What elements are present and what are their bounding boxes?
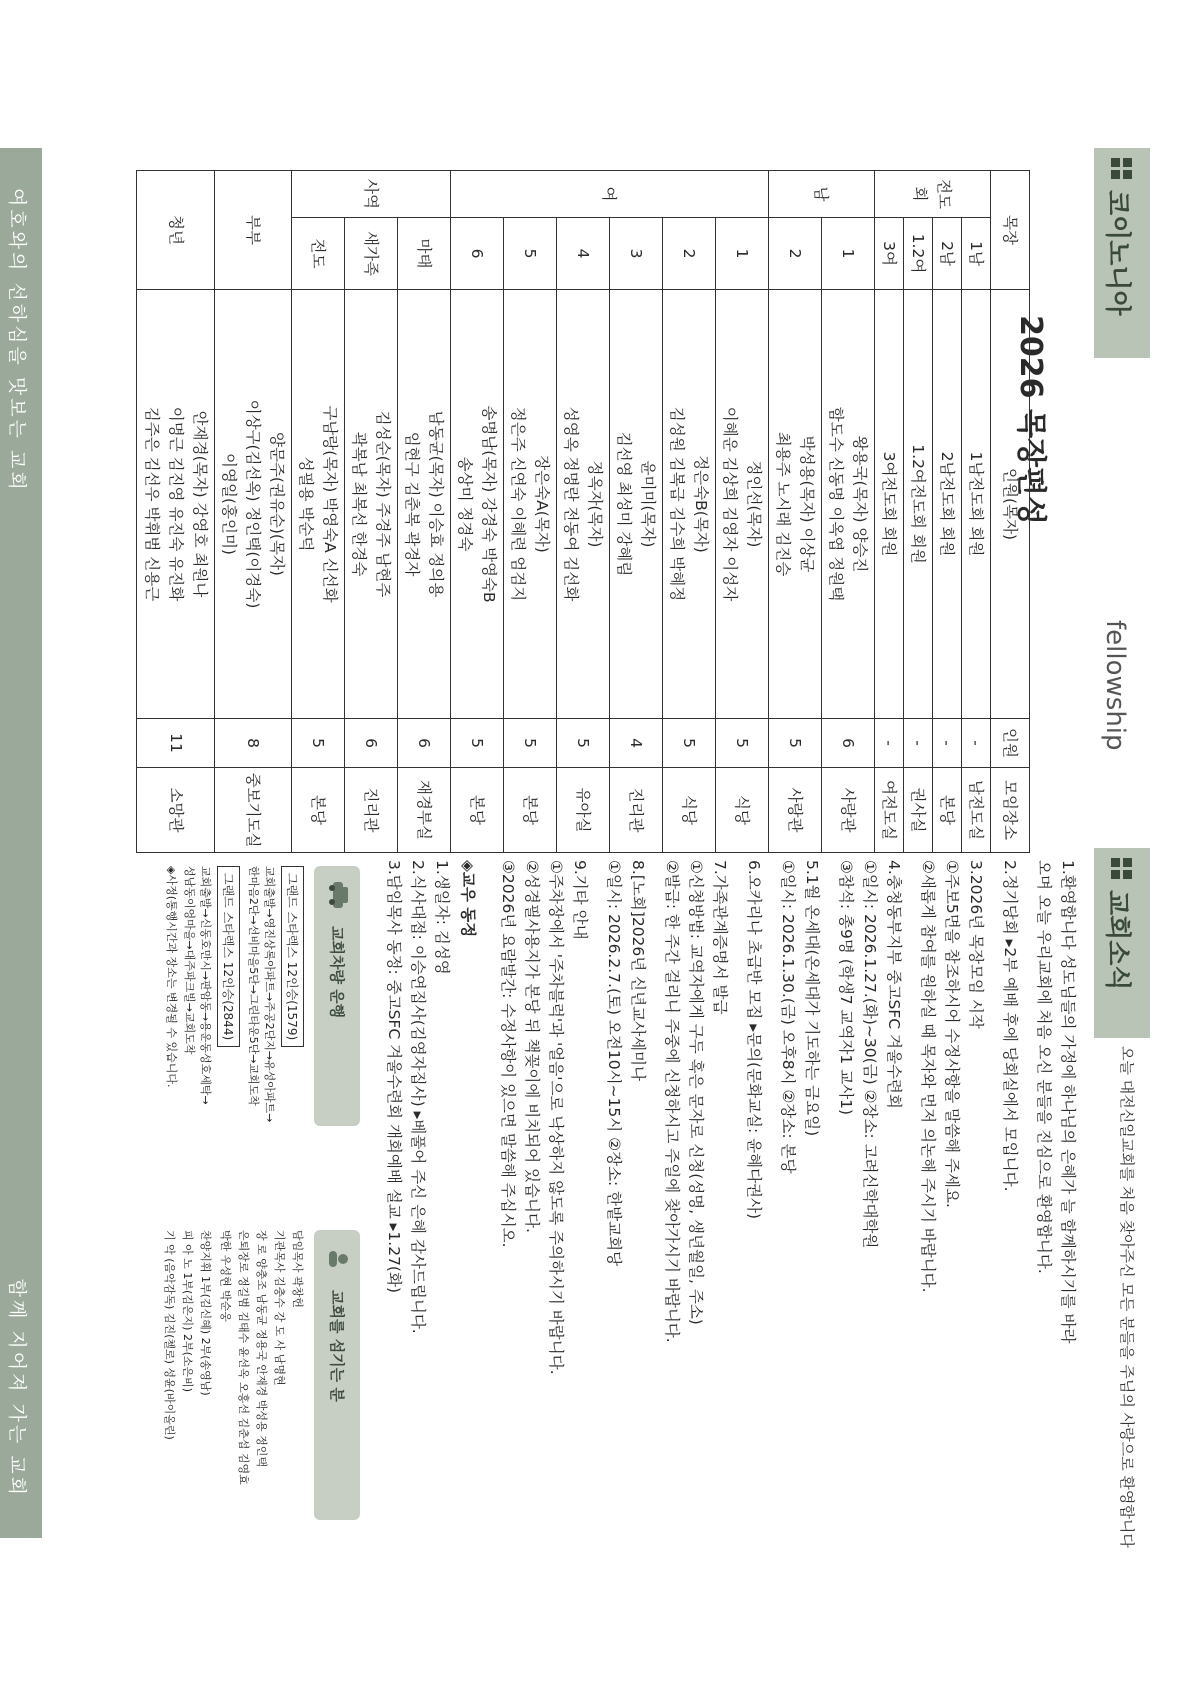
row-count: 5: [715, 719, 768, 768]
news-item: 2.정기당회 ▸2부 예배 후에 당회실에서 모입니다.: [1001, 860, 1019, 1192]
row-count: 5: [768, 719, 821, 768]
row-members: 김성순(목자) 주경주 남현주 곽복남 최복선 한경숙: [344, 290, 397, 719]
row-count: 5: [503, 719, 556, 768]
news-item: 오며 오늘 우리교회에 처음 오신 분들을 진심으로 환영합니다.: [1035, 860, 1053, 1274]
staff-section-title: 교회를 섬기는 분: [328, 1290, 346, 1402]
row-place: 재경부실: [397, 768, 450, 853]
car-note: ◈사정(통행시간과 장소는 변경될 수 있습니다.: [165, 866, 178, 1088]
table-row: [344, 171, 397, 853]
news-item: ①주보5면을 참조하시어 수정사항을 말씀해 주세요.: [943, 860, 961, 1208]
news-item: ③참석: 총9명 (학생7 교역자1 교사1): [837, 860, 855, 1116]
row-place: 소망관: [137, 768, 214, 853]
group-yeo: 여: [450, 171, 768, 218]
table-title: 2026 목장편성: [1013, 315, 1048, 525]
row-members: 구남랑(목자) 박영숙A 신선화 성필용 박순덕: [291, 290, 344, 719]
staff-line: 찬양지휘 1부(김신혜) 2부(송영남): [199, 1230, 212, 1396]
news-subtitle: 오늘 대전신일교회를 처음 찾아주신 모든 분들을 주님의 사랑으로 환영합니다: [1118, 1046, 1136, 1548]
news-item: ①일시: 2026.1.27.(화)~30(금) ②장소: 고려신학대학원: [861, 860, 879, 1249]
staff-section-header: [314, 1230, 360, 1520]
row-no: 전도: [291, 218, 344, 290]
row-members: 1.2여전도회 회원: [903, 290, 932, 719]
table-row: [874, 171, 903, 853]
row-members: 정인선(목자) 이혜운 김상희 김영자 이성자: [715, 290, 768, 719]
row-members: 송명남(목자) 강경숙 박영숙B 송상미 정경숙: [450, 290, 503, 719]
header-mokjang: 목장: [991, 171, 1030, 290]
row-place: 유아실: [556, 768, 609, 853]
news-item: ③2026년 요람발간: 수정사항이 있으면 말씀해 주십시오.: [499, 860, 517, 1248]
news-item: ②성경필사용지가 본당 뒤 책꽂이에 비치되어 있습니다.: [523, 860, 541, 1233]
row-no: 6: [450, 218, 503, 290]
row-no: 마태: [397, 218, 450, 290]
table-row: [137, 171, 214, 853]
row-place: 본당: [932, 768, 961, 853]
table-row: [662, 171, 715, 853]
news-item: 3.2026년 목장모임 시작: [967, 860, 985, 1029]
row-no: 1: [821, 218, 874, 290]
row-members: 양문주(권유순)(목자) 이상구(김선옥) 정인택(이경숙) 이영일(홍인미): [214, 290, 291, 719]
row-members: 안재경(목자) 강영호 최원나 이명근 김진영 유진숙 유진화 김주은 김선우 박휘범 신용근: [137, 290, 214, 719]
row-members: 왕용국(목자) 양승진 함도수 신동명 이옥엽 정원택: [821, 290, 874, 719]
news-item: ①신청방법: 교역자에게 구두 혹은 문자로 신청(성명, 생년월일, 주소): [687, 860, 705, 1325]
car-route-1b: 한마음2단→선비마을5단→그린타운5단→교회도착: [247, 866, 260, 1106]
car-section-header: [314, 866, 360, 1126]
row-count: 6: [344, 719, 397, 768]
news-item: 4.충청동부지부 중고SFC 겨울수련회: [885, 860, 903, 1109]
table-row: [609, 171, 662, 853]
row-place: 남전도실: [961, 768, 990, 853]
table-row: [291, 171, 344, 853]
mokjang-table: [137, 170, 1031, 853]
staff-line: 기관목사 김충수 강 도 사 남명현: [273, 1230, 286, 1386]
row-count: -: [903, 719, 932, 768]
row-members: 장은숙A(목자) 정은주 신연숙 이혜련 엄검지: [503, 290, 556, 719]
table-row: [903, 171, 932, 853]
news-item: 6.오카리나 초급반 모집 ▸문의(문화교실: 윤혜다권사): [745, 860, 763, 1220]
news-item: 9.기타 안내: [571, 860, 589, 940]
news-item: 1.환영합니다 성도님들의 가정에 하나님의 은혜가 늘 함께하시기를 바라: [1059, 860, 1077, 1344]
footer-banner: [0, 148, 42, 1538]
group-cheongnyeon: 청년: [137, 171, 214, 290]
section-title: 코이노니아: [1102, 190, 1132, 316]
table-row: [214, 171, 291, 853]
row-place: 본당: [291, 768, 344, 853]
banner-right-text: 함께 지어져 가는 교회: [6, 1278, 28, 1498]
table-row: [397, 171, 450, 853]
row-place: 식당: [715, 768, 768, 853]
row-members: 정옥자(목자) 성영옥 정명란 전동여 김선화: [556, 290, 609, 719]
row-no: 4: [556, 218, 609, 290]
news-item: 7.가족관계증명서 발급: [711, 860, 729, 1015]
grid-icon: [1123, 858, 1132, 867]
row-count: 6: [821, 719, 874, 768]
row-no: 2: [662, 218, 715, 290]
donga-title: ◈교우 동정: [459, 860, 477, 938]
row-no: 1: [715, 218, 768, 290]
row-members: 2남전도회 회원: [932, 290, 961, 719]
row-count: 5: [662, 719, 715, 768]
row-members: 박성용(목자) 이상균 최용주 노시래 김진승: [768, 290, 821, 719]
row-place: 식당: [662, 768, 715, 853]
row-members: 남동균(목자) 이승효 정의용 임현구 김춘복 곽경자: [397, 290, 450, 719]
table-row: [715, 171, 768, 853]
section-title: 교회소식: [1102, 890, 1132, 991]
row-place: 여전도실: [874, 768, 903, 853]
header-member: 인원(목자): [991, 290, 1030, 719]
row-place: 진리관: [344, 768, 397, 853]
row-no: 새가족: [344, 218, 397, 290]
donga-item: 2.식사대접: 이승연집사(김영자집사) ▸베풀어 주신 은혜 감사드립니다.: [409, 860, 427, 1334]
car-route-1: 교회출발→영진상록아파트→주공2단지→유성아파트→: [263, 866, 276, 1123]
row-place: 진리관: [609, 768, 662, 853]
row-count: 6: [397, 719, 450, 768]
news-item: ①일시: 2026.2.7.(토) 오전10시~15시 ②장소: 한밭교회당: [605, 860, 623, 1267]
staff-line: 담임목사 곽창헌: [291, 1230, 304, 1308]
group-nam: 남: [768, 171, 874, 218]
row-members: 윤미미(목자) 김선영 최성미 강혜림: [609, 290, 662, 719]
staff-line: 박한 우성현 박순웅: [219, 1230, 232, 1323]
row-no: 5: [503, 218, 556, 290]
car-icon: [328, 880, 350, 910]
header-place: 모임장소: [991, 768, 1030, 853]
row-members: 정은숙B(목자) 김성원 김복급 김수희 박혜정: [662, 290, 715, 719]
row-place: 사랑관: [821, 768, 874, 853]
car-section-title: 교회차량 운행: [328, 926, 346, 1019]
row-count: 5: [450, 719, 503, 768]
row-place: 권사실: [903, 768, 932, 853]
news-item: 8.[노회]2026년 신년교사세미나: [629, 860, 647, 1081]
staff-line: 피 아 노 1부(김은지) 2부(소은비): [181, 1230, 194, 1393]
banner-left-text: 여호와의 선하심을 맛보는 교회: [6, 188, 28, 493]
table-row: [932, 171, 961, 853]
row-count: 5: [556, 719, 609, 768]
row-count: -: [932, 719, 961, 768]
news-item: ②발급: 한 주간 걸리니 주중에 신청하시고 주일에 찾아가시기 바랍니다.: [663, 860, 681, 1343]
fellowship-label: fellowship: [1100, 620, 1130, 751]
row-no: 3여: [874, 218, 903, 290]
news-section-header: [1094, 848, 1150, 1038]
staff-line: 기 악 (음악감독) 김진(첼로) 성윤(바이올린): [163, 1230, 176, 1440]
group-saeop: 사역: [291, 171, 450, 218]
row-count: -: [961, 719, 990, 768]
donga-item: 1.생일자: 김성영: [433, 860, 451, 975]
news-item: ①일시: 2026.1.30.(금) 오후8시 ②장소: 본당: [779, 860, 797, 1174]
table-header-row: [991, 171, 1030, 853]
car-route-2: 교회출발→신동호만시→판암동→용운동성호세탁→: [199, 866, 212, 1105]
table-row: [768, 171, 821, 853]
car-box-1: 그랜드 스타렉스 12인승(1579): [281, 866, 304, 1047]
news-item: ①주차장에서 '주차블럭'과 '얼음'으로 낙상하지 않도록 주의하시기 바랍니다.: [547, 860, 565, 1375]
table-row: [961, 171, 990, 853]
grid-icon: [1123, 158, 1132, 167]
table-row: [503, 171, 556, 853]
row-no: 1.2여: [903, 218, 932, 290]
staff-line: 장 로 양충조 남동균 정용국 안재경 박성용 정인택: [255, 1230, 268, 1467]
news-item: 5.1월 온세대(온세대가 기도하는 금요일): [803, 860, 821, 1137]
table-row: [450, 171, 503, 853]
row-no: 2: [768, 218, 821, 290]
car-route-2b: 성남동이엉마을→대주파크빌→교회도착: [183, 866, 196, 1055]
news-item: ②새롭게 참여를 원하실 때 목자와 먼저 의논해 주시기 바랍니다.: [919, 860, 937, 1293]
group-jeondohoe: 전도회: [874, 171, 990, 218]
row-count: 8: [214, 719, 291, 768]
group-bubu: 부부: [214, 171, 291, 290]
row-no: 3: [609, 218, 662, 290]
car-box-2: 그랜드 스타렉스 12인승(2844): [217, 866, 240, 1047]
koinonia-section-header: [1094, 148, 1150, 358]
row-place: 본당: [450, 768, 503, 853]
row-count: 11: [137, 719, 214, 768]
donga-item: 3.담임목사 동정: 중고SFC 겨울수련회 개회예배 설교 ▸1.27(화): [385, 860, 403, 1293]
row-no: 1남: [961, 218, 990, 290]
table-row: [556, 171, 609, 853]
staff-line: 은퇴장로 정길범 김태수 윤선옥 오홍선 김춘섭 김영효: [237, 1230, 250, 1485]
row-place: 중보기도실: [214, 768, 291, 853]
table-row: [821, 171, 874, 853]
row-place: 본당: [503, 768, 556, 853]
row-members: 3여전도회 회원: [874, 290, 903, 719]
header-count: 인원: [991, 719, 1030, 768]
person-icon: [328, 1244, 350, 1274]
row-count: -: [874, 719, 903, 768]
row-count: 5: [291, 719, 344, 768]
row-members: 1남전도회 회원: [961, 290, 990, 719]
row-no: 2남: [932, 218, 961, 290]
row-place: 사랑관: [768, 768, 821, 853]
row-count: 4: [609, 719, 662, 768]
